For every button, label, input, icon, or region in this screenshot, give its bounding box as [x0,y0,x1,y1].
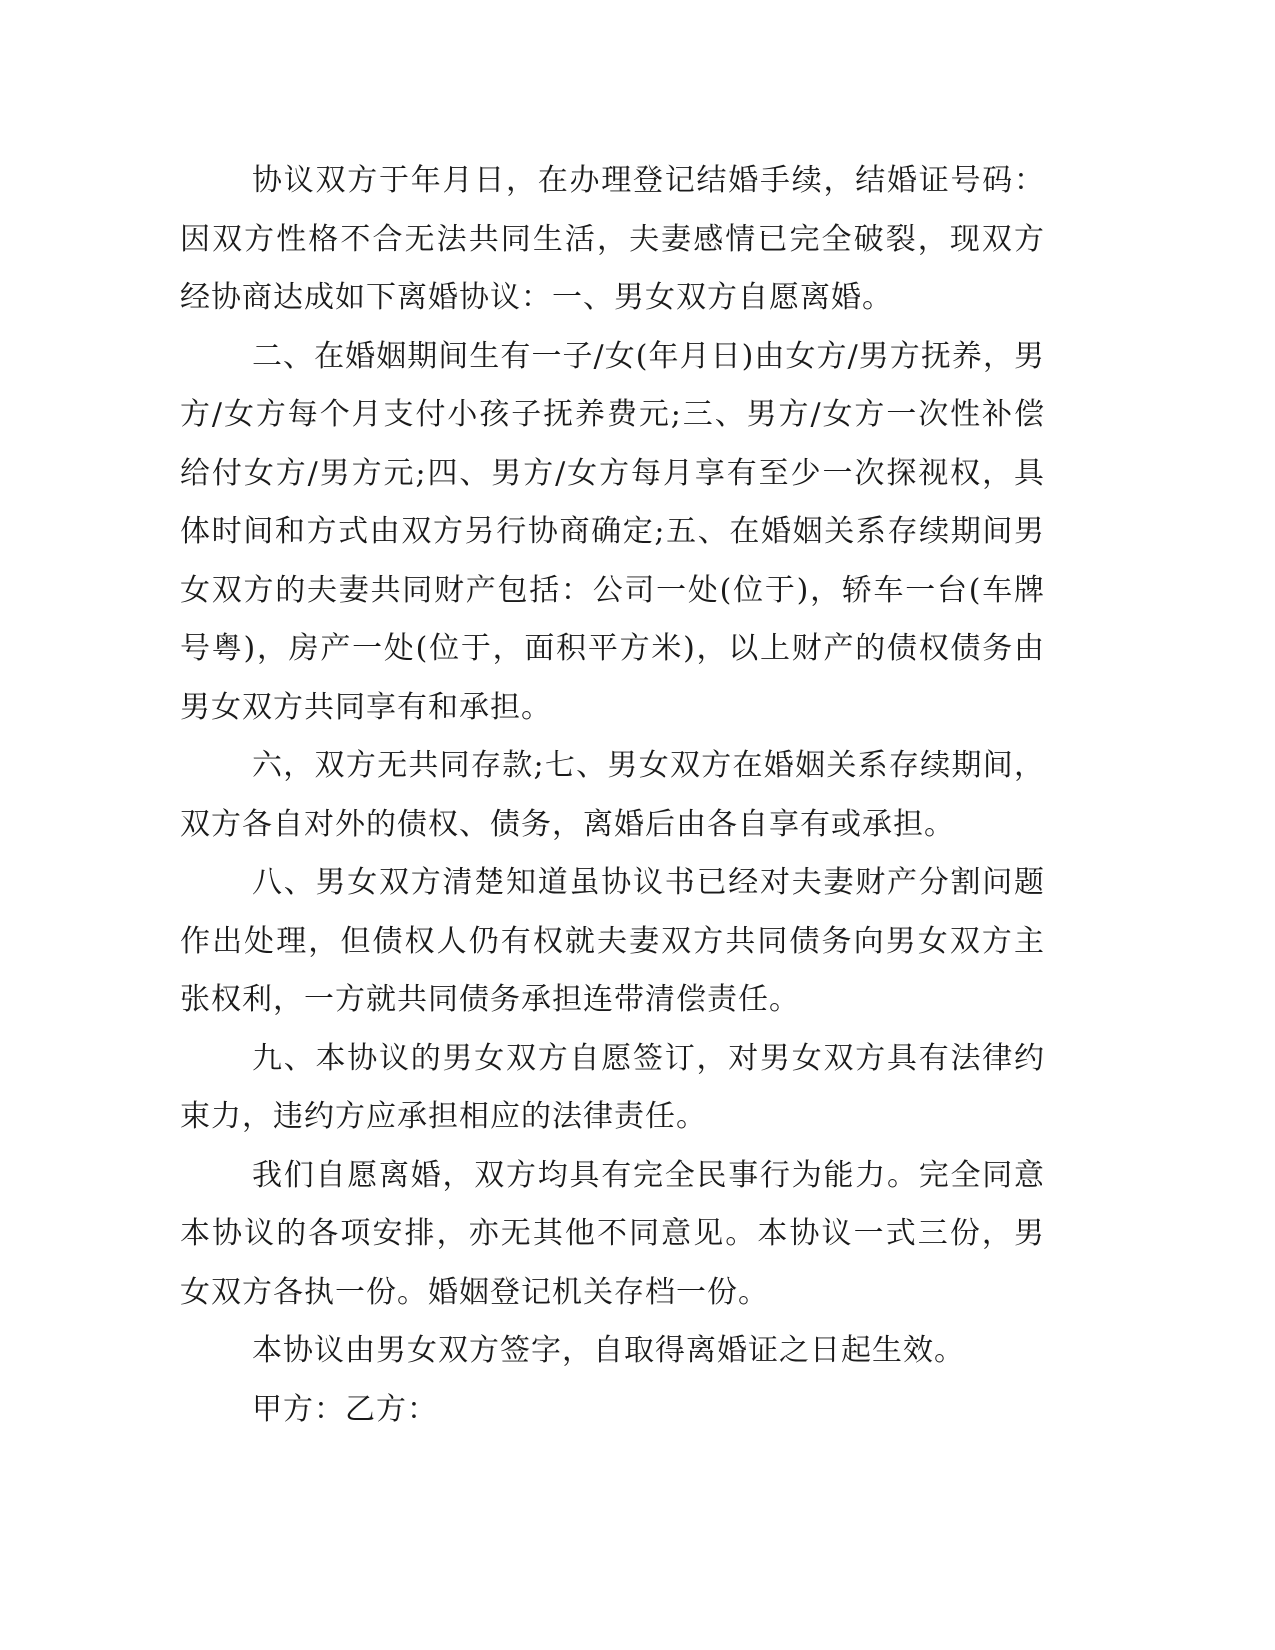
paragraph-legal-binding: 九、本协议的男女双方自愿签订，对男女双方具有法律约束力，违约方应承担相应的法律责任。 [180,1040,1045,1134]
paragraph-voluntary-divorce: 我们自愿离婚，双方均具有完全民事行为能力。完全同意本协议的各项安排，亦无其他不同意见。本协议一式三份，男女双方各执一份。婚姻登记机关存档一份。 [180,1157,1045,1310]
signature-line: 甲方：乙方： [252,1391,438,1427]
paragraph-effective-date: 本协议由男女双方签字，自取得离婚证之日起生效。 [252,1333,965,1368]
paragraph-marriage-registration: 协议双方于年月日，在办理登记结婚手续，结婚证号码：因双方性格不合无法共同生活，夫妻感情已完全破裂，现双方经协商达成如下离婚协议：一、男女双方自愿离婚。 [180,163,1045,315]
paragraph-custody-and-property: 二、在婚姻期间生有一子/女(年月日)由女方/男方抚养，男方/女方每个月支付小孩子抚养费元;三、男方/女方一次性补偿给付女方/男方元;四、男方/女方每月享有至少一次探视权，具体时间和方式由双方另行协商确定;五、在婚姻关系存续期间男女双方的夫妻共同财产包括：公司一处(位于)，轿车一台(车牌号粤)，房产一处(位于，面积平方米)，以上财产的债权债务由男女双方共同享有和承担。 [180,338,1045,725]
document-body [180,152,1045,1439]
paragraph-creditor-rights: 八、男女双方清楚知道虽协议书已经对夫妻财产分割问题作出处理，但债权人仍有权就夫妻双方共同债务向男女双方主张权利，一方就共同债务承担连带清偿责任。 [180,865,1045,1017]
paragraph-deposits-and-debts: 六，双方无共同存款;七、男女双方在婚姻关系存续期间，双方各自对外的债权、债务，离婚后由各自享有或承担。 [180,748,1045,842]
